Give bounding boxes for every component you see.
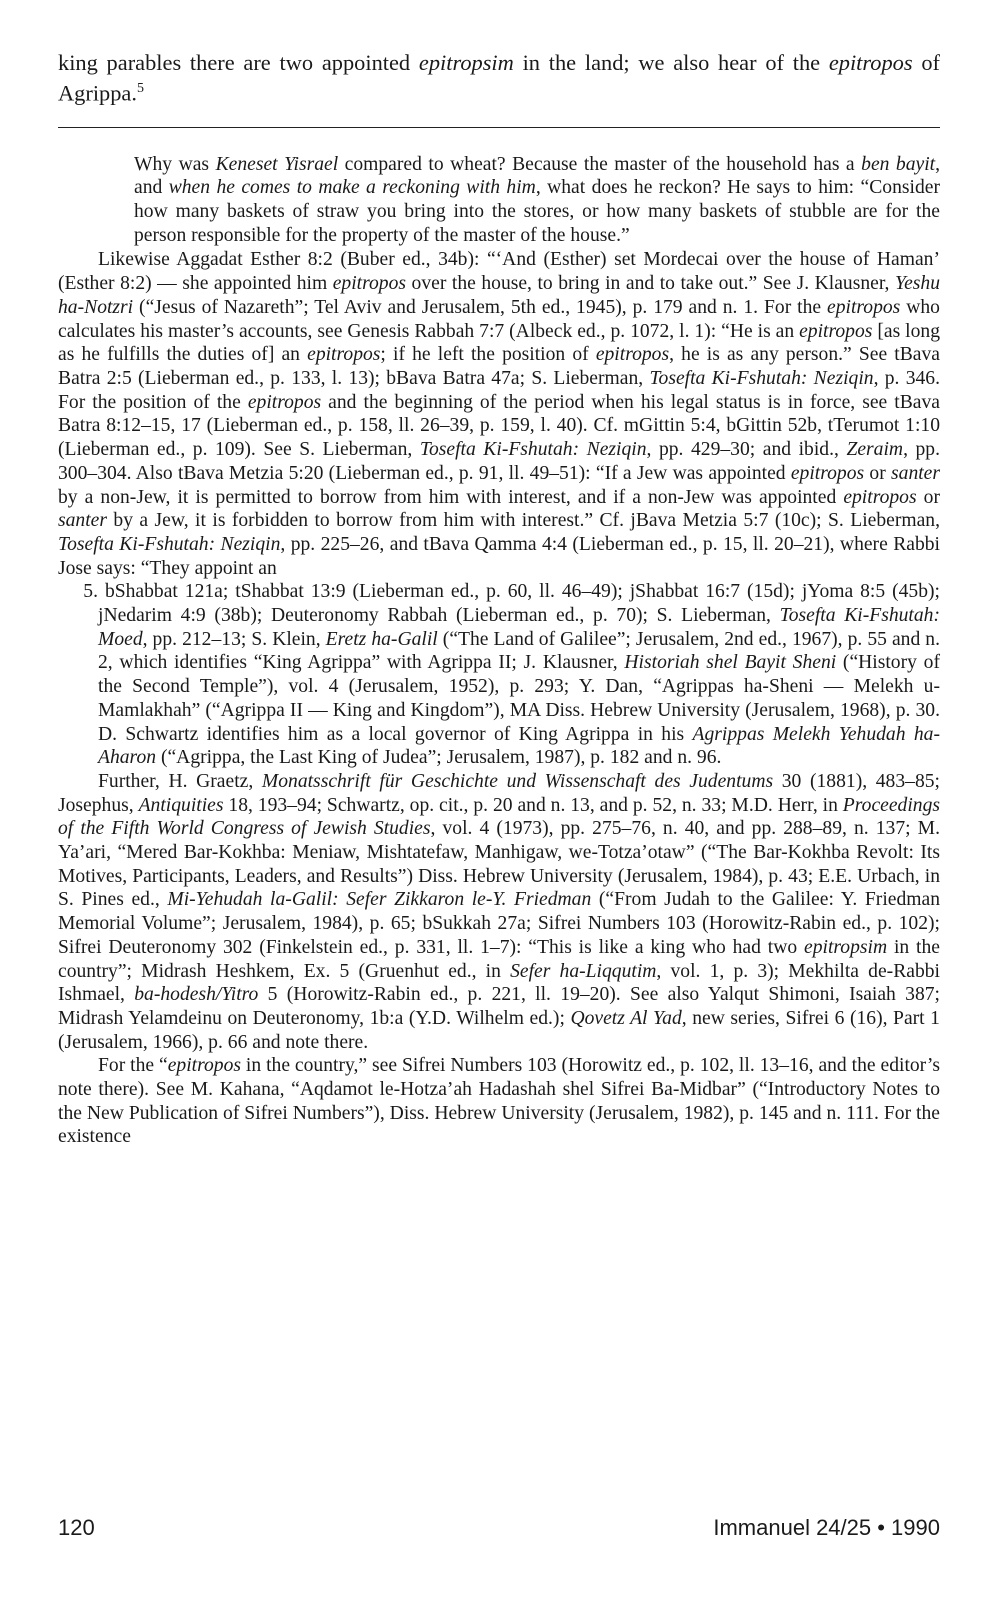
italic-term: epitropos [332, 273, 407, 295]
text-run: 30 (1881), 483–85; Josephus, [58, 770, 940, 816]
italic-term: Zeraim [846, 439, 904, 461]
text-run: of Agrippa. [58, 50, 940, 106]
text-run: 18, 193–94; Schwartz, op. cit., p. 20 and n. 13, and p. 52, n. 33; M.D. Herr, in [223, 794, 843, 816]
italic-term: epitropos [790, 462, 865, 484]
italic-term: Qovetz Al Yad [570, 1007, 682, 1029]
italic-term: Sefer ha-Liqqutim [510, 960, 657, 982]
page-number: 120 [58, 1515, 95, 1540]
text-run: , p. 346. For the position of the [58, 367, 941, 413]
italic-term: Antiquities [138, 794, 224, 816]
italic-term: Eretz ha-Galil [325, 628, 438, 650]
body-paragraph [58, 50, 940, 106]
footnote-5 [58, 580, 940, 770]
text-run: compared to wheat? Because the master of the household has a [338, 153, 862, 175]
text-run: over the house, to bring in and to take out.” See J. Klausner, [406, 273, 895, 295]
text-run: , pp. 300–304. Also tBava Metzia 5:20 (Lieberman ed., p. 91, ll. 49–51): “If a Jew was appointed [58, 439, 940, 484]
text-run: , vol. 4 (1973), pp. 275–76, n. 40, and pp. 288–89, n. 137; M. Ya’ari, “Mered Bar-Kokhba: Meniaw, Mishtatefaw, Manhigaw, we-Totza’otaw” (“The Bar-Kokhba Revolt: Its Motives, Participants, Leaders, and Results”) Diss. Hebrew University (Jerusalem, 1984), p. 43; E.E. Urbach, in S. Pines ed., [58, 818, 940, 911]
italic-term: Tosefta Ki-Fshutah: Moed [98, 605, 940, 650]
journal-citation: Immanuel 24/25 • 1990 [713, 1515, 940, 1540]
text-run: by a Jew, it is forbidden to borrow from him with interest.” Cf. jBava Metzia 5:7 (10c); S. Lieberman, [106, 510, 940, 532]
italic-term: Agrippas Melekh Yehudah ha-Aharon [98, 723, 940, 769]
text-run: Further, H. Graetz, [98, 770, 262, 792]
italic-term: epitropos [595, 344, 670, 366]
italic-term: Historiah shel Bayit Sheni [624, 652, 837, 674]
italic-term: epitropos [828, 50, 913, 75]
footnote-quote [134, 153, 940, 248]
text-run: (“Jesus of Nazareth”; Tel Aviv and Jerusalem, 5th ed., 1945), p. 179 and n. 1. For the [133, 296, 828, 318]
italic-term: epitropos [843, 486, 917, 508]
text-run: and the beginning of the period when his legal status is in force, see tBava Batra 8:12–15, 17 (Lieberman ed., p. 158, ll. 26–39, p. 159, l. 40). Cf. mGittin 5:4, bGittin 52b, tTerumot 1:10 (Lieberman ed., p. 109). See S. Lieberman, [58, 391, 940, 461]
text-run: in the country,” see Sifrei Numbers 103 (Horowitz ed., p. 102, ll. 13–16, and the editor’s note there). See M. Kahana, “Aqdamot le-Hotza’ah Hadashah shel Sifrei Ba-Midbar” (“Introductory Notes to the New Publication of Sifrei Numbers”), Diss. Hebrew University (Jerusalem, 1982), p. 145 and n. 111. For the existence [58, 1055, 941, 1148]
footnote-paragraph-for [58, 1054, 940, 1149]
italic-term: Yeshu ha-Notzri [58, 273, 940, 318]
italic-term: Proceedings of the Fifth World Congress of Jewish Studies [58, 794, 940, 840]
page-content [58, 50, 940, 1149]
text-run: , and [134, 153, 941, 199]
footnote-ref: 5 [136, 80, 144, 96]
footnote-paragraph-likewise [58, 248, 940, 580]
text-run: ; if he left the position of [380, 344, 596, 366]
text-run: by a non-Jew, it is permitted to borrow from him with interest, and if a non-Jew was appointed [58, 486, 844, 508]
text-run: in the land; we also hear of the [513, 50, 829, 75]
footnote-divider [58, 127, 940, 128]
text-run: , new series, Sifrei 6 (16), Part 1 (Jerusalem, 1966), p. 66 and note there. [58, 1007, 940, 1053]
text-run: who calculates his master’s accounts, see Genesis Rabbah 7:7 (Albeck ed., p. 1072, l. 1): “He is an [58, 296, 940, 342]
italic-term: Tosefta Ki-Fshutah: Neziqin [649, 367, 874, 389]
italic-term: ba-hodesh/Yitro [134, 984, 259, 1006]
text-run: 5 (Horowitz-Rabin ed., p. 221, ll. 19–20). See also Yalqut Shimoni, Isaiah 387; Midrash Yelamdeinu on Deuteronomy, 1b:a (Y.D. Wilhelm ed.); [58, 984, 940, 1029]
italic-term: Tosefta Ki-Fshutah: Neziqin [58, 533, 281, 555]
text-run: , he is as any person.” See tBava Batra 2:5 (Lieberman ed., p. 133, l. 13); bBava Batra 47a; S. Lieberman, [58, 344, 940, 389]
italic-term: when he comes to make a reckoning with him [168, 177, 536, 199]
italic-term: epitropos [799, 320, 873, 342]
text-run: Likewise Aggadat Esther 8:2 (Buber ed., 34b): “‘And (Esther) set Mordecai over the house of Haman’ (Esther 8:2) — she appointed him [58, 249, 940, 295]
italic-term: epitropsim [418, 50, 514, 75]
text-run: , pp. 225–26, and tBava Qamma 4:4 (Lieberman ed., p. 15, ll. 20–21), where Rabbi Jose says: “They appoint an [58, 533, 940, 579]
footnote-paragraph-further [58, 770, 940, 1054]
italic-term: epitropos [247, 391, 322, 413]
text-run: (“Agrippa, the Last King of Judea”; Jerusalem, 1987), p. 182 and n. 96. [156, 747, 722, 769]
italic-term: santer [58, 510, 107, 532]
page-footer [58, 1515, 940, 1545]
footnote-number: 5. [83, 581, 98, 603]
text-run: (“History of the Second Temple”), vol. 4 (Jerusalem, 1952), p. 293; Y. Dan, “Agrippas ha-Sheni — Melekh u-Mamlakhah” (“Agrippa II — King and Kingdom”), MA Diss. Hebrew University (Jerusalem, 1968), p. 30. D. Schwartz identifies him as a local governor of King Agrippa in his [98, 652, 940, 745]
text-run: , pp. 212–13; S. Klein, [142, 628, 326, 650]
text-run: in the country”; Midrash Heshkem, Ex. 5 (Gruenhut ed., in [58, 936, 940, 982]
text-run: [as long as he fulfills the duties of] an [58, 320, 940, 366]
text-run: Why was [134, 153, 216, 175]
text-run: For the “ [98, 1055, 168, 1077]
italic-term: epitropsim [804, 936, 888, 958]
text-run: or [864, 462, 892, 484]
italic-term: epitropos [307, 344, 381, 366]
text-run: (“From Judah to the Galilee: Y. Friedman Memorial Volume”; Jerusalem, 1984), p. 65; bSukkah 27a; Sifrei Numbers 103 (Horowitz-Rabin ed., p. 102); Sifrei Deuteronomy 302 (Finkelstein ed., p. 331, ll. 1–7): “This is like a king who had two [58, 889, 940, 958]
text-run: or [916, 486, 940, 508]
italic-term: santer [891, 462, 940, 484]
text-run: (“The Land of Galilee”; Jerusalem, 2nd ed., 1967), p. 55 and n. 2, which identifies “King Agrippa” with Agrippa II; J. Klausner, [98, 628, 940, 674]
text-run: bShabbat 121a; tShabbat 13:9 (Lieberman ed., p. 60, ll. 46–49); jShabbat 16:7 (15d); jYoma 8:5 (45b); jNedarim 4:9 (38b); Deuteronomy Rabbah (Lieberman ed., p. 70); S. Lieberman, [98, 581, 940, 627]
italic-term: Keneset Yisrael [215, 153, 339, 175]
text-run: , pp. 429–30; and ibid., [646, 439, 847, 461]
italic-term: Monatsschrift für Geschichte und Wissenschaft des Judentums [261, 770, 774, 792]
text-run: , vol. 1, p. 3); Mekhilta de-Rabbi Ishmael, [58, 960, 940, 1006]
italic-term: Tosefta Ki-Fshutah: Neziqin [419, 439, 647, 461]
italic-term: ben bayit [861, 153, 936, 175]
italic-term: epitropos [827, 296, 901, 318]
italic-term: epitropos [167, 1055, 241, 1077]
italic-term: Mi-Yehudah la-Galil: Sefer Zikkaron le-Y. Friedman [167, 889, 592, 911]
text-run: king parables there are two appointed [58, 50, 419, 75]
text-run: , what does he reckon? He says to him: “Consider how many baskets of straw you bring into the stores, or how many baskets of stubble are for the person responsible for the property of the master of the house.” [134, 177, 940, 246]
